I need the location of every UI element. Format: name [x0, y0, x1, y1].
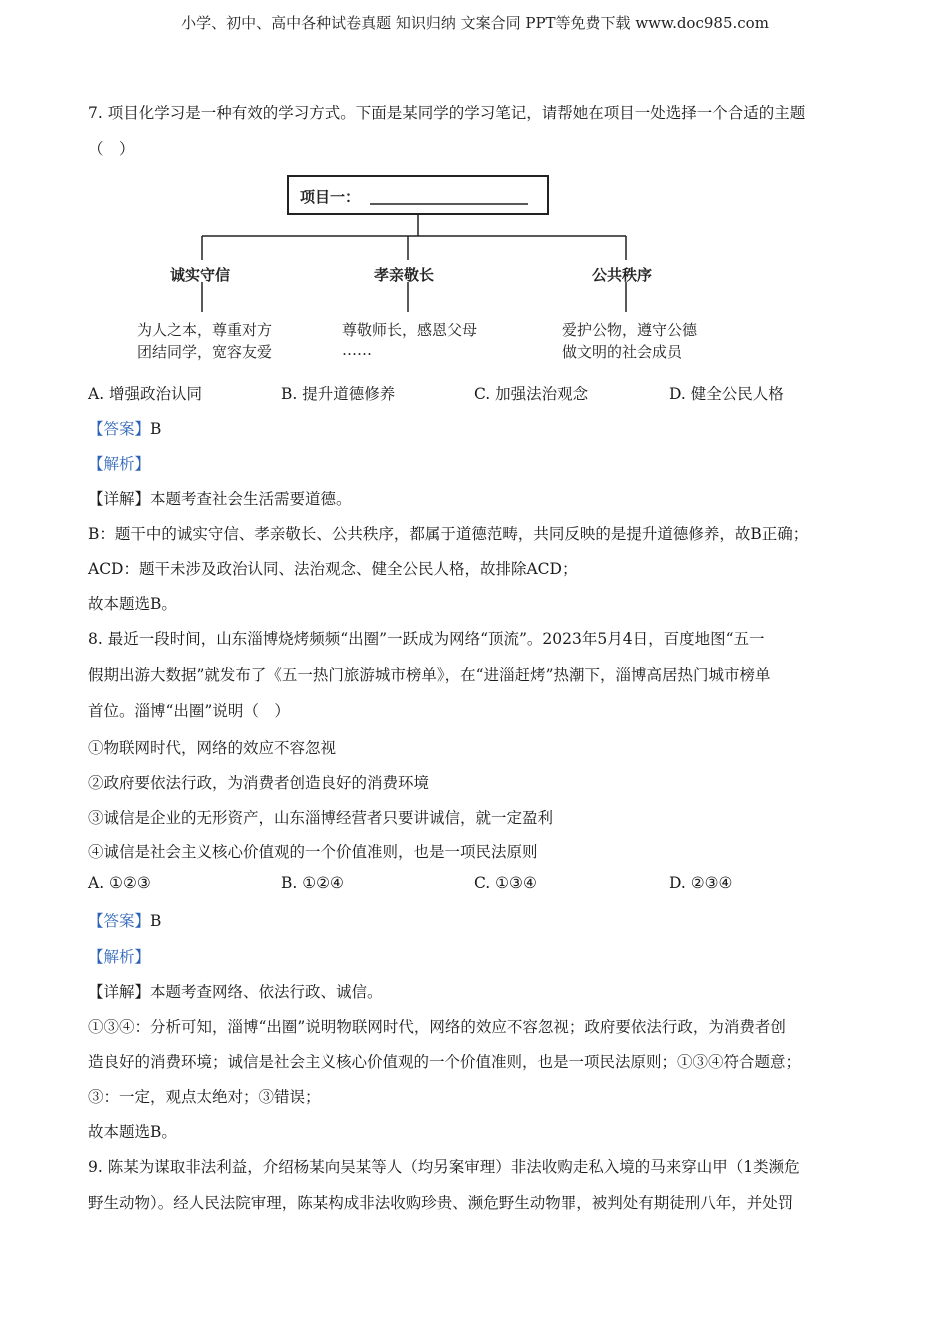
q8-item-4: ④诚信是社会主义核心价值观的一个价值准则，也是一项民法原则 [88, 843, 538, 861]
branch1-title: 诚实守信 [170, 266, 231, 284]
branch1-line2: 团结同学，宽容友爱 [137, 343, 273, 361]
q8-option-a: A. ①②③ [88, 874, 151, 892]
branch3-title: 公共秩序 [592, 266, 653, 284]
q8-conclusion: 故本题选B。 [88, 1123, 177, 1141]
q8-item-1: ①物联网时代，网络的效应不容忽视 [88, 739, 337, 757]
q7-answer-tag: 【答案】 [88, 420, 151, 438]
q7-stem-line2: （ ） [88, 140, 135, 158]
branch2-title: 孝亲敬长 [374, 266, 435, 284]
q7-conclusion: 故本题选B。 [88, 595, 177, 613]
q7-answer-line [88, 417, 161, 439]
q7-explanation-line2: ACD：题干未涉及政治认同、法治观念、健全公民人格，故排除ACD； [88, 560, 578, 578]
q8-stem-line2: 假期出游大数据”就发布了《五一热门旅游城市榜单》，在“进淄赶烤”热潮下，淄博高居热门城市榜单 [88, 666, 771, 684]
q7-option-b: B. 提升道德修养 [281, 385, 396, 403]
q8-answer-line [88, 909, 161, 931]
q7-stem-line1: 7. 项目化学习是一种有效的学习方式。下面是某同学的学习笔记，请帮她在项目一处选择一个合适的主题 [88, 104, 806, 122]
q8-option-d: D. ②③④ [669, 874, 733, 892]
q8-answer: B [150, 912, 162, 930]
project-label: 项目一： [300, 188, 361, 206]
q8-detail: 【详解】本题考查网络、依法行政、诚信。 [88, 983, 383, 1001]
q7-analysis-tag: 【解析】 [88, 455, 151, 473]
q8-explanation-line1: ①③④：分析可知，淄博“出圈”说明物联网时代，网络的效应不容忽视；政府要依法行政，为消费者创 [88, 1018, 786, 1036]
branch3-line1: 爱护公物，遵守公德 [562, 321, 698, 339]
q8-stem-line3: 首位。淄博“出圈”说明（ ） [88, 702, 290, 720]
q7-diagram [137, 174, 730, 369]
q8-stem-line1: 8. 最近一段时间，山东淄博烧烤频频“出圈”一跃成为网络“顶流”。2023年5月4日，百度地图“五一 [88, 630, 765, 648]
q7-option-d: D. 健全公民人格 [669, 385, 784, 403]
q7-answer: B [150, 420, 162, 438]
q8-item-2: ②政府要依法行政，为消费者创造良好的消费环境 [88, 774, 430, 792]
q7-option-a: A. 增强政治认同 [88, 385, 203, 403]
branch2-line2: …… [342, 341, 372, 359]
q8-option-c: C. ①③④ [474, 874, 537, 892]
q8-answer-tag: 【答案】 [88, 912, 151, 930]
q8-item-3: ③诚信是企业的无形资产，山东淄博经营者只要讲诚信，就一定盈利 [88, 809, 554, 827]
q8-explanation-line2: 造良好的消费环境；诚信是社会主义核心价值观的一个价值准则，也是一项民法原则；①③④符合题意； [88, 1053, 802, 1071]
branch1-line1: 为人之本，尊重对方 [137, 321, 273, 339]
q9-stem-line1: 9. 陈某为谋取非法利益，介绍杨某向吴某等人（均另案审理）非法收购走私入境的马来穿山甲（1类濒危 [88, 1158, 800, 1176]
q7-detail: 【详解】本题考查社会生活需要道德。 [88, 490, 352, 508]
q7-explanation-line1: B：题干中的诚实守信、孝亲敬长、公共秩序，都属于道德范畴，共同反映的是提升道德修养，故B正确； [88, 525, 809, 543]
q8-analysis-tag: 【解析】 [88, 948, 151, 966]
branch3-line2: 做文明的社会成员 [562, 343, 683, 361]
q7-option-c: C. 加强法治观念 [474, 385, 589, 403]
q8-option-b: B. ①②④ [281, 874, 344, 892]
branch2-line1: 尊敬师长，感恩父母 [342, 321, 478, 339]
q9-stem-line2: 野生动物）。经人民法院审理，陈某构成非法收购珍贵、濒危野生动物罪，被判处有期徒刑八年，并处罚 [88, 1194, 794, 1212]
q8-explanation-line3: ③：一定，观点太绝对；③错误； [88, 1088, 321, 1106]
page-header: 小学、初中、高中各种试卷真题 知识归纳 文案合同 PPT等免费下载 www.doc985.com [181, 14, 769, 32]
